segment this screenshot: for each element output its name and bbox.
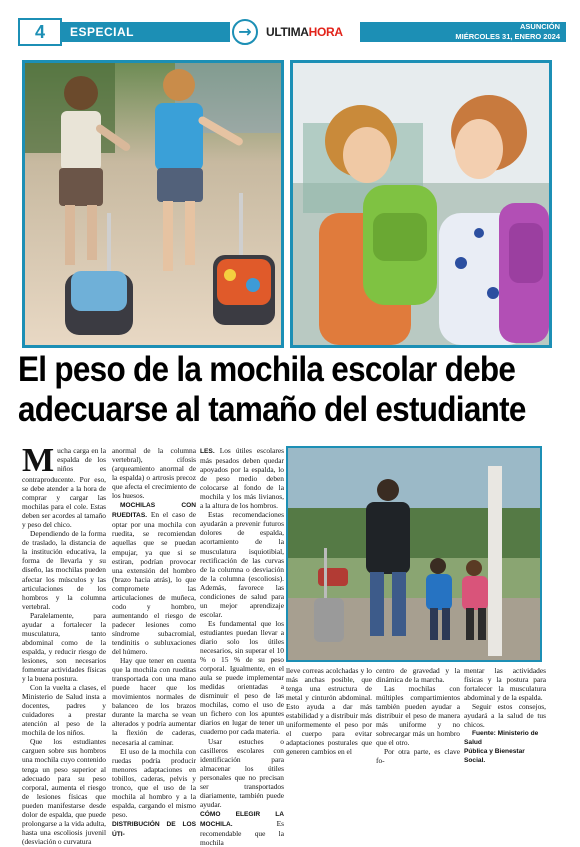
headline-line-2: adecuarse al tamaño del estudiante (18, 390, 526, 429)
paragraph-text: lleve correas acolchadas y lo más anchas posible, que tenga una estructura de metal y cinturón abdominal. Esto ayuda a dar más estabilidad y a distribuir más uniformemente el peso por el cuerpo para evitar adaptaciones posturales que generen cambios en el (286, 666, 372, 757)
paragraph-text: El uso de la mochila con ruedas podría producir menores adaptaciones en tobillos, caderas, pelvis y tronco, que el uso de la mochila al hombro y a la espalda, cargando el mismo peso. (112, 746, 196, 819)
logo-wordmark (266, 25, 343, 39)
paragraph (112, 747, 196, 819)
photo-illustration (25, 63, 281, 345)
logo-part2: HORA (308, 25, 343, 39)
text-column-4 (286, 666, 372, 756)
text-column-1 (22, 442, 106, 846)
photo-illustration (288, 448, 540, 660)
paragraph (200, 619, 284, 737)
paragraph (112, 500, 196, 656)
paragraph-text: anormal de la columna vertebral), cifosis (arqueamiento anormal de la espalda) o artrosis precoz que afecta el crecimiento de los huesos. (112, 446, 196, 501)
paragraph (464, 702, 546, 729)
paragraph-text: Es fundamental que los estudiantes puedan llevar a diario solo los útiles necesarios, sin superar el 10 % o 15 % de su peso corporal. Igualmente, en el aula se puede implementar medidas orientadas a disminuir el peso de las mochilas, como el uso de un fichero con los apuntes diarios en lugar de tener un cuaderno por cada materia. (200, 618, 284, 737)
subheading: MOCHILAS CON RUEDITAS. (112, 502, 196, 520)
city: ASUNCIÓN (519, 22, 560, 31)
photo-parent-and-kids (286, 446, 542, 662)
arrow-right-icon: → (232, 19, 258, 45)
section-label: ESPECIAL (70, 25, 135, 39)
source-line-1: Fuente: Ministerio de Salud (464, 730, 539, 747)
paragraph-text: Estas recomendaciones ayudarán a prevenir futuros dolores de espalda, acortamiento de la musculatura isquiotibial, rectificación de las curvas de la columna o desviación de la columna (escoliosis). Además, favorece las condiciones de salud para un mejor aprendizaje escolar. (200, 510, 284, 619)
page-number: 4 (18, 18, 62, 46)
source-line-2: Pública y Bienestar Social. (464, 748, 525, 765)
newspaper-logo (230, 18, 360, 46)
paragraph-text: Las mochilas con múltiples compartimientos también pueden ayudar a distribuir el peso de manera más uniforme y no sobrecargar más un hombro que el otro. (376, 684, 460, 748)
paragraph (22, 442, 106, 530)
paragraph-text: En el caso de optar por una mochila con ruedita, se recomiendan aquellas que se puedan empujar, ya que si se estiran, podrían provocar una extensión del hombro (brazo hacia atrás), lo que compromete las articulaciones de muñeca, codo y hombro, aumentando el riesgo de padecer lesiones como síndrome subacromial, tendinitis o subluxaciones del húmero. (112, 510, 196, 657)
subheading: DISTRIBUCIÓN DE LOS ÚTI- (112, 820, 196, 838)
paragraph-text: Paralelamente, para ayudar a fortalecer la musculatura, tanto abdominal como de la espalda, y reducir riesgo de lesiones, son necesarios fomentar actividades físicas y la buena postura. (22, 610, 106, 684)
paragraph-text: Que los estudiantes carguen sobre sus hombros una mochila cuyo contenido tenga un peso superior al adecuado para su peso corporal, aumenta el riesgo de lesiones físicas que pueden manifestarse desde dolor de espalda, que puede prolongarse a la vida adulta, hasta una escoliosis juvenil (desviación o curvatura (22, 737, 106, 846)
paragraph (376, 666, 460, 684)
subheading: LES. (200, 448, 215, 455)
logo-part1: ULTIMA (266, 25, 309, 39)
paragraph-text: mentar las actividades físicas y la postura para fortalecer la musculatura abdominal y de la espalda. (464, 666, 546, 703)
text-column-5 (376, 666, 460, 766)
paragraph (22, 683, 106, 737)
paragraph (112, 656, 196, 746)
photo-illustration (293, 63, 549, 345)
paragraph (200, 510, 284, 619)
paragraph-text: Con la vuelta a clases, el Ministerio de Salud insta a docentes, padres y cuidadores a prestar atención al peso de la mochila de los niños. (22, 683, 106, 738)
dateline (455, 22, 560, 42)
paragraph (200, 809, 284, 847)
page-header (18, 18, 566, 46)
headline (18, 350, 567, 430)
paragraph (376, 747, 460, 765)
source-credit (464, 729, 546, 765)
paragraph-text: Por otra parte, es clave fo- (376, 747, 460, 766)
drop-cap: M (22, 442, 55, 479)
text-column-3 (200, 446, 284, 847)
headline-line-1: El peso de la mochila escolar debe (18, 350, 516, 389)
photo-kids-rolling-backpacks (22, 60, 284, 348)
paragraph (22, 529, 106, 610)
date: MIÉRCOLES 31, ENERO 2024 (455, 32, 560, 41)
paragraph-text: Seguir estos consejos, ayudará a la salud de tus chicos. (464, 702, 546, 730)
paragraph (22, 737, 106, 846)
paragraph-text: Usar estuches o casilleros escolares con identificación para almacenar los útiles personales que no precisan ser transportados diariamente, también puede ayudar. (200, 736, 284, 809)
paragraph (112, 446, 196, 500)
paragraph-text: Hay que tener en cuenta que la mochila con rueditas transportada con una mano puede hacer que los movimientos normales de balanceo de los brazos durante la marcha se vean alterados y podría aumentar la flexión de caderas, necesaria al caminar. (112, 656, 196, 747)
paragraph (376, 684, 460, 747)
paragraph (200, 446, 284, 510)
paragraph (200, 737, 284, 809)
paragraph (286, 666, 372, 756)
text-column-2 (112, 446, 196, 839)
paragraph-text: Los útiles escolares más pesados deben quedar apoyados por la espalda, lo de peso medio deben colocarse al fondo de la mochila y los más livianos, a la altura de los hombros. (200, 446, 284, 511)
paragraph-text: centro de gravedad y la dinámica de la marcha. (376, 666, 460, 685)
photo-kids-with-backpacks (290, 60, 552, 348)
paragraph-text: Es recomendable que la mochila (200, 818, 284, 847)
paragraph (112, 819, 196, 839)
paragraph-text: Dependiendo de la forma de traslado, la distancia de la institución educativa, la forma de llevarla y su diseño, las mochilas pueden afectar los músculos y las articulaciones de los hombros y la columna vertebral. (22, 529, 106, 611)
paragraph-text: ucha carga en la espalda de los niños es contraproducente. Por eso, se debe atender a la hora de comprar y cargar las mochilas para el cole. Estas deben ser acordes al tamaño y peso del chico. (22, 446, 106, 530)
paragraph (22, 611, 106, 683)
paragraph (464, 666, 546, 702)
text-column-6 (464, 666, 546, 766)
subheading: CÓMO ELEGIR LA MOCHILA. (200, 810, 284, 828)
